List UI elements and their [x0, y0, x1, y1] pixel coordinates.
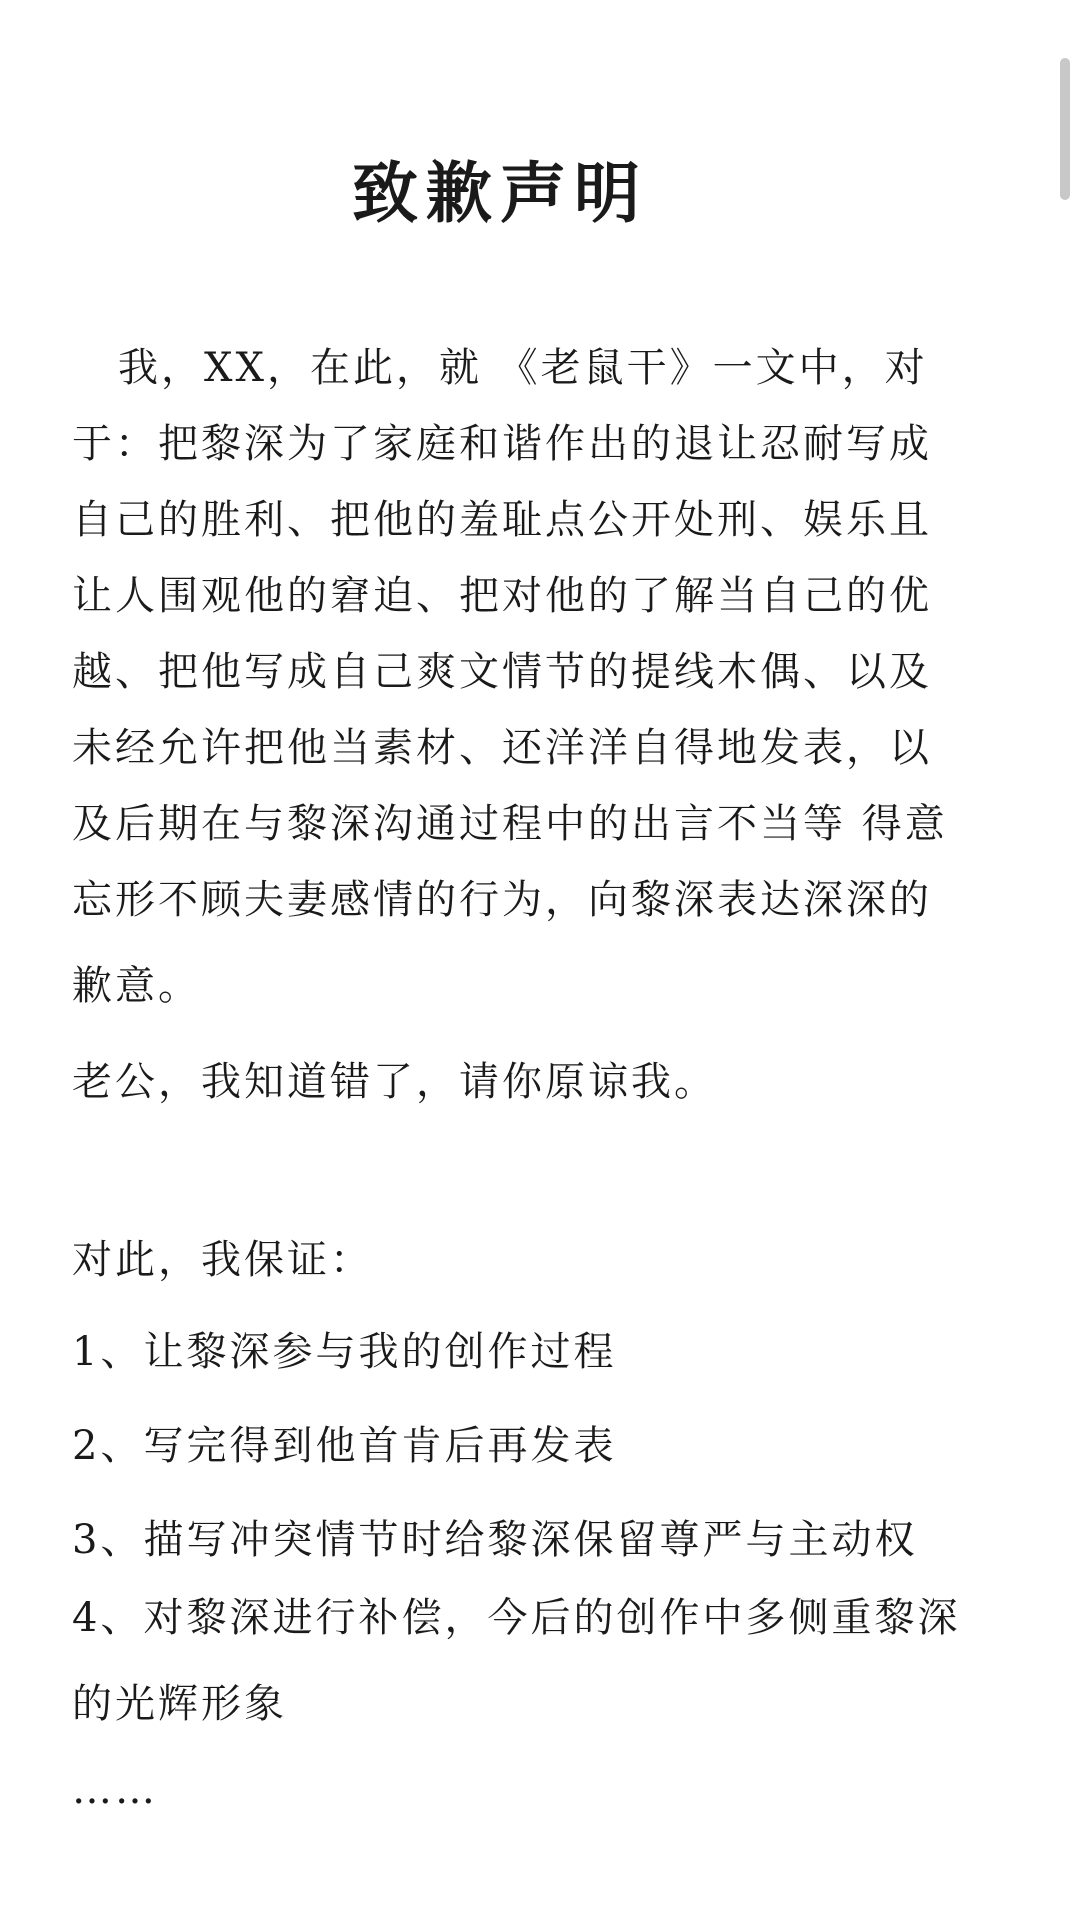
promise-heading: 对此，我保证： — [72, 1237, 373, 1283]
ellipsis: …… — [72, 1767, 158, 1813]
document-title: 致歉声明 — [352, 154, 648, 232]
list-item: 4、对黎深进行补偿，今后的创作中多侧重黎深 — [72, 1595, 961, 1641]
paragraph-line: 未经允许把他当素材、还洋洋自得地发表，以 — [72, 725, 932, 771]
paragraph-line: 忘形不顾夫妻感情的行为，向黎深表达深深的 — [72, 877, 932, 923]
list-item: 的光辉形象 — [72, 1681, 287, 1727]
paragraph-line: 及后期在与黎深沟通过程中的出言不当等 得意 — [72, 801, 948, 847]
paragraph-line: 越、把他写成自己爽文情节的提线木偶、以及 — [72, 649, 932, 695]
paragraph-line: 自己的胜利、把他的羞耻点公开处刑、娱乐且 — [72, 497, 932, 543]
paragraph-line: 让人围观他的窘迫、把对他的了解当自己的优 — [72, 573, 932, 619]
paragraph-line: 我，XX，在此，就 《老鼠干》一文中，对 — [118, 345, 928, 391]
scrollbar-thumb[interactable] — [1060, 58, 1070, 200]
paragraph-line: 于：把黎深为了家庭和谐作出的退让忍耐写成 — [72, 421, 932, 467]
list-item: 2、写完得到他首肯后再发表 — [72, 1423, 617, 1469]
plea-text: 老公，我知道错了，请你原谅我。 — [72, 1059, 717, 1105]
paragraph-line: 歉意。 — [72, 963, 201, 1009]
list-item: 1、让黎深参与我的创作过程 — [72, 1329, 617, 1375]
list-item: 3、描写冲突情节时给黎深保留尊严与主动权 — [72, 1517, 918, 1563]
